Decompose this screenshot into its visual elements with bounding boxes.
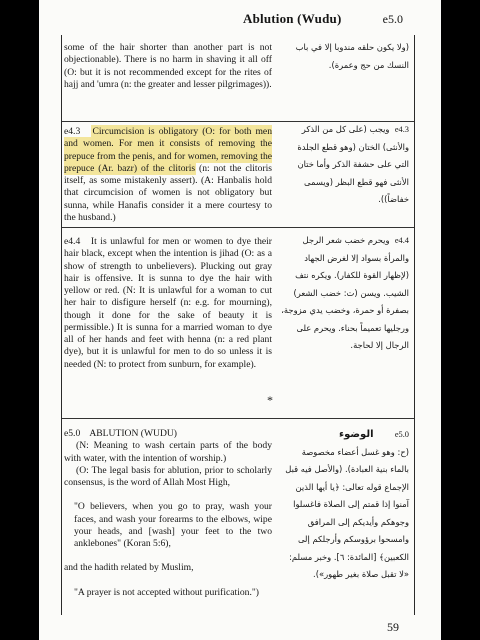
- section-e5-0-arabic-heading: الوضوء: [339, 429, 374, 440]
- section-e5-0-heading: ABLUTION (WUDU): [89, 428, 177, 439]
- continuation-arabic: [281, 39, 409, 74]
- section-e5-0-number: e5.0: [64, 428, 81, 439]
- section-e4-4-arabic: [281, 232, 409, 355]
- section-e4-4-number: e4.4: [64, 236, 81, 247]
- book-page: [39, 0, 441, 640]
- section-e5-0-arabic-text: (ح: وهو غسل أعضاء مخصوصة بالماء بنية العبادة). (والأصل فيه قبل الإجماع قوله تعالى: ﴿يا أيها الذين آمنوا إذا قمتم إلى الصلاة فاغسلوا وجوهكم وأيديكم إلى المرافق وامسحوا برؤوسكم وأرجلكم إلى الكعبين﴾ [المائدة: ٦]. وخبر مسلم: «لا تقبل صلاة بغير طهور»).: [285, 446, 409, 579]
- hadith-quote: "A prayer is not accepted without purification."): [74, 586, 259, 598]
- continuation-english-text: some of the hair shorter than another part is not objectionable). There is no harm in shaving it all off (O: but it is not recommended except for the rites of hajj and 'umra (n: the greater and lesser pilgrimages)).: [64, 42, 272, 90]
- hadith-intro: and the hadith related by Muslim,: [64, 562, 194, 574]
- section-separator-asterisk: *: [267, 393, 273, 407]
- section-e4-3-arabic-text: ويجب (على كل من الذكر والأنثى) الختان (وهو قطع الجلدة التي على حشفة الذكر وأما ختان الأنثى فهو قطع البظر (ويسمى خفاضاً)).: [297, 124, 409, 204]
- section-e4-4-english: [64, 236, 272, 371]
- running-header: [39, 10, 441, 32]
- section-e4-3-arabic: [281, 121, 409, 209]
- section-e5-0-english: [64, 428, 272, 599]
- e5-0-note-n: (N: Meaning to wash certain parts of the body with water, with the intention of worship.): [64, 440, 272, 464]
- divider-e4-4: [62, 418, 414, 419]
- section-e4-3-arabic-number: e4.3: [394, 125, 409, 134]
- section-e4-3-english: [64, 126, 272, 224]
- section-e4-3-number: e4.3: [64, 126, 81, 137]
- section-e5-0-arabic-number: e5.0: [394, 430, 409, 439]
- highlighted-text: Circumcision is obligatory (O: for both men and women. For men it consists of removing the prepuce from the penis, and for women, removing the prepuce (Ar. bazr) of the clitoris: [64, 126, 272, 174]
- section-e4-4-arabic-number: e4.4: [394, 236, 409, 245]
- section-e4-4-text: It is unlawful for men or women to dye their hair black, except when the intention is jihad (O: as a show of strength to unbelievers). Plucking out gray hair is offensive. It is sunna to dye the hair with yellow or red. (N: It is unlawful for a woman to cut her hair to disfigure herself (n: e.g. for mourning), though it done for the sake of beauty it is permissible.) It is sunna for a married woman to dye all of her hands and feet with henna (n: a red plant dye), but it is unlawful for men to do so unless it is needed (N: to protect from sunburn, for example).: [64, 236, 272, 370]
- continuation-arabic-text: (ولا يكون حلقه مندوبا إلا في باب النسك من حج وعمرة).: [295, 42, 409, 70]
- section-e4-3-continuation: (n: not the clitoris itself, as some mistakenly assert). (A: Hanbalis hold that circumcision of women is not obligatory but sunna, while Hanafis consider it a mere courtesy to the husband.): [64, 162, 272, 223]
- koran-quote: "O believers, when you go to pray, wash your faces, and wash your forearms to the elbows, wipe your heads, and [wash] your feet to the two anklebones" (Koran 5:6),: [74, 501, 272, 549]
- section-e5-0-arabic: [281, 426, 409, 584]
- page-number: 59: [387, 620, 399, 634]
- running-section-number: e5.0: [382, 12, 403, 26]
- continuation-english: [64, 42, 272, 91]
- running-title: Ablution (Wudu): [243, 11, 342, 26]
- section-e4-4-arabic-text: ويحرم خضب شعر الرجل والمرأة بسواد إلا لغرض الجهاد (لإظهار القوة للكفار). ويكره نتف الشيب. ويسن (ت: خضب الشعر) بصفرة أو حمرة، وخضب يدي مزوجة، ورجليها تعميماً بحناء. ويحرم على الرجال إلا لحاجة.: [281, 235, 409, 350]
- e5-0-note-o: (O: The legal basis for ablution, prior to scholarly consensus, is the word of Allah Most High,: [64, 464, 272, 488]
- divider-e4-3: [62, 227, 414, 228]
